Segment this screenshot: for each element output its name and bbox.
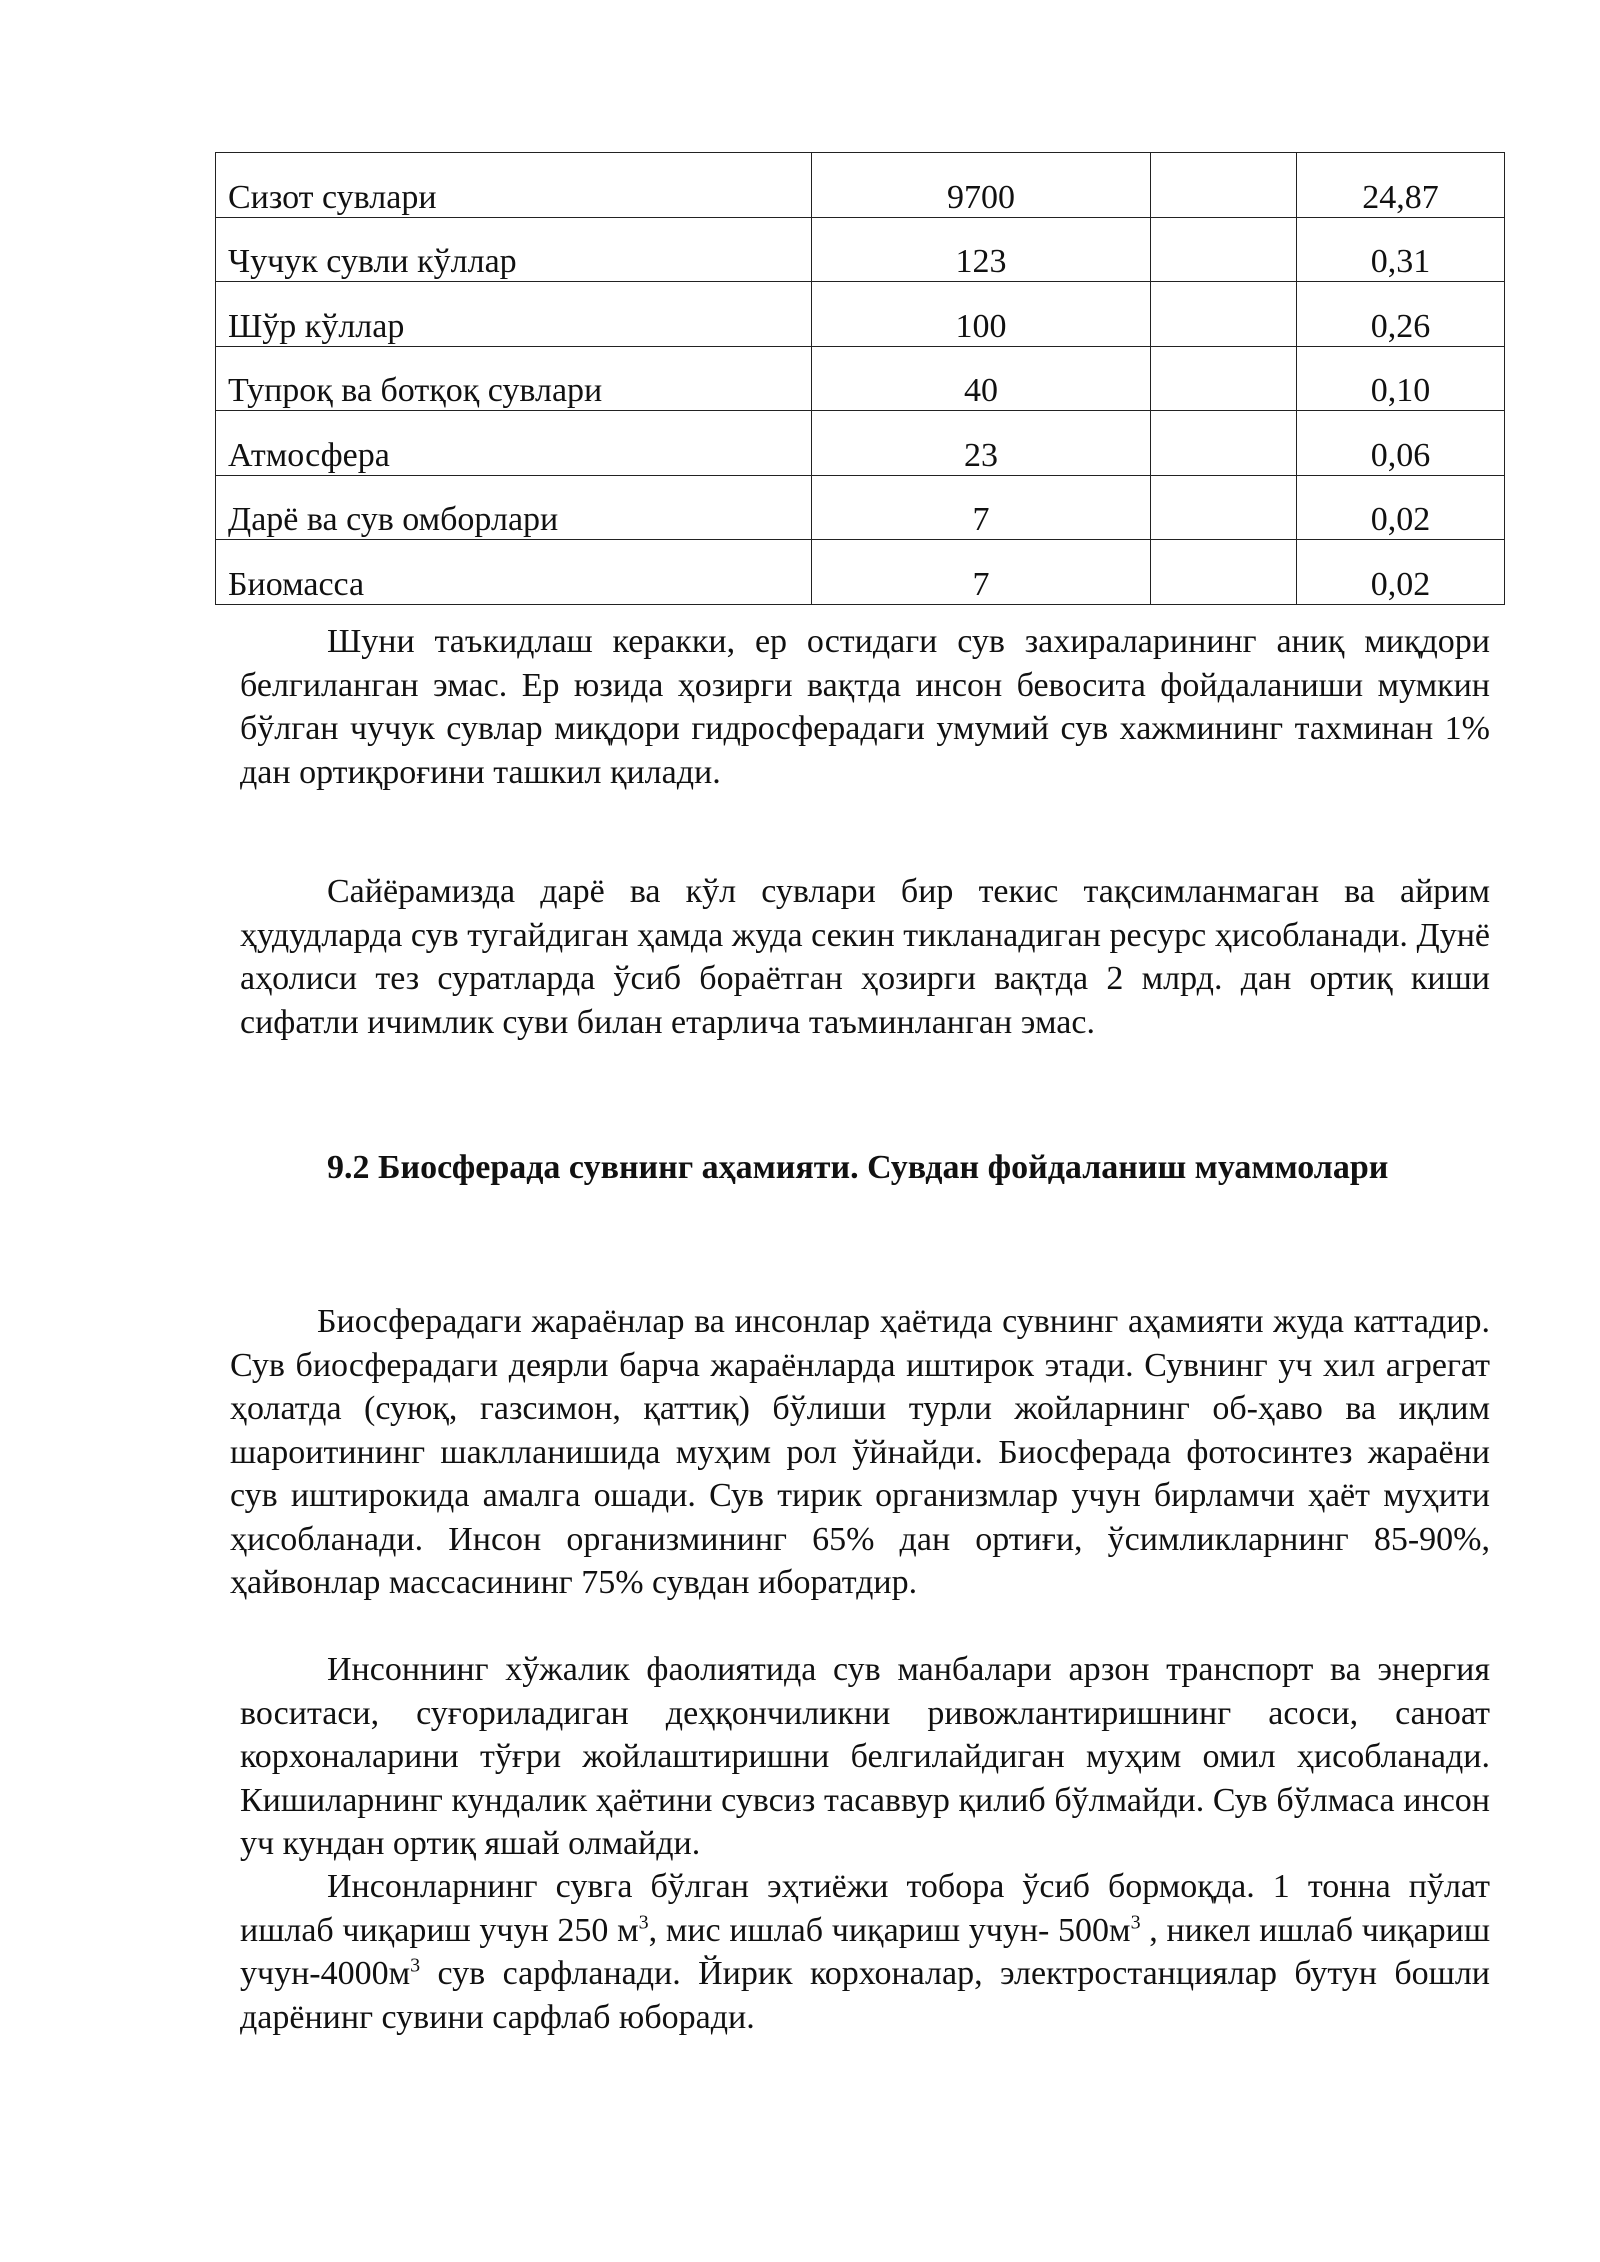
table-cell-empty [1151, 475, 1297, 540]
table-cell-value: 7 [812, 475, 1151, 540]
paragraph-distribution [240, 870, 1490, 1044]
table-cell-name: Чучук сувли кўллар [216, 217, 812, 282]
superscript: 3 [410, 1954, 421, 1977]
text-run: , никел ишлаб чиқариш учун-4000м [240, 1911, 1491, 1992]
table-cell-value: 123 [812, 217, 1151, 282]
table-cell-percent: 0,26 [1297, 282, 1505, 347]
table-row [216, 475, 1505, 540]
table-cell-percent: 0,06 [1297, 411, 1505, 476]
table-cell-name: Сизот сувлари [216, 153, 812, 218]
table-row [216, 153, 1505, 218]
table-cell-percent: 24,87 [1297, 153, 1505, 218]
table-cell-percent: 0,10 [1297, 346, 1505, 411]
table-cell-name: Тупроқ ва ботқоқ сувлари [216, 346, 812, 411]
table-cell-percent: 0,02 [1297, 540, 1505, 605]
table-cell-value: 9700 [812, 153, 1151, 218]
paragraph-text: Сайёрамизда дарё ва кўл сувлари бир текис тақсимланмаган ва айрим ҳудудларда сув тугайдиган ҳамда жуда секин тикланадиган ресурс ҳисобланади. Дунё аҳолиси тез суратларда ўсиб бораётган ҳозирги вақтда 2 млрд. дан ортиқ киши сифатли ичимлик суви билан етарлича таъминланган эмас. [240, 873, 1490, 1041]
paragraph-economy [240, 1648, 1490, 1866]
text-run: сув сарфланади. Йирик корхоналар, электростанциялар бутун бошли дарёнинг сувини сарфлаб юборади. [240, 1955, 1490, 2036]
table-cell-name: Дарё ва сув омборлари [216, 475, 812, 540]
table-cell-value: 23 [812, 411, 1151, 476]
table-cell-empty [1151, 217, 1297, 282]
table-cell-percent: 0,02 [1297, 475, 1505, 540]
table-row [216, 282, 1505, 347]
table-cell-value: 40 [812, 346, 1151, 411]
paragraph-groundwater [240, 620, 1490, 794]
table-cell-name: Шўр кўллар [216, 282, 812, 347]
paragraph-text: Шуни таъкидлаш керакки, ер остидаги сув захираларининг аниқ миқдори белгиланган эмас. Ер юзида ҳозирги вақтда инсон бевосита фойдаланиши мумкин бўлган чучук сувлар миқдори гидросферадаги умумий сув хажмининг тахминан 1% дан ортиқроғини ташкил қилади. [240, 623, 1490, 791]
table-cell-value: 100 [812, 282, 1151, 347]
section-heading: 9.2 Биосферада сувнинг аҳамияти. Сувдан фойдаланиш муаммолари [327, 1149, 1389, 1186]
paragraph-text: Инсоннинг хўжалик фаолиятида сув манбалари арзон транспорт ва энергия воситаси, суғориладиган деҳқончиликни ривожлантиришнинг асоси, саноат корхоналарини тўғри жойлаштиришни белгилайдиган муҳим омил ҳисобланади. Кишиларнинг кундалик ҳаётини сувсиз тасаввур қилиб бўлмайди. Сув бўлмаса инсон уч кундан ортиқ яшай олмайди. [240, 1651, 1490, 1862]
paragraph-consumption [240, 1865, 1490, 2039]
water-resources-table [215, 152, 1505, 605]
table-cell-empty [1151, 346, 1297, 411]
superscript: 3 [1130, 1911, 1141, 1934]
table-row [216, 346, 1505, 411]
table-row [216, 540, 1505, 605]
table-cell-value: 7 [812, 540, 1151, 605]
table-cell-empty [1151, 540, 1297, 605]
paragraph-text [240, 1865, 1490, 2039]
table-cell-empty [1151, 153, 1297, 218]
superscript: 3 [638, 1911, 649, 1934]
table-cell-empty [1151, 282, 1297, 347]
paragraph-text: Биосферадаги жараёнлар ва инсонлар ҳаётида сувнинг аҳамияти жуда каттадир. Сув биосферадаги деярли барча жараёнларда иштирок этади. Сувнинг уч хил агрегат ҳолатда (суюқ, газсимон, қаттиқ) бўлиши турли жойларнинг об-ҳаво ва иқлим шароитининг шаклланишида муҳим рол ўйнайди. Биосферада фотосинтез жараёни сув иштирокида амалга ошади. Сув тирик организмлар учун бирламчи ҳаёт муҳити ҳисобланади. Инсон организмининг 65% дан ортиғи, ўсимликларнинг 85-90%, ҳайвонлар массасининг 75% сувдан иборатдир. [230, 1303, 1490, 1601]
text-run: , мис ишлаб чиқариш учун- 500м [648, 1911, 1131, 1949]
table-row [216, 411, 1505, 476]
table-cell-empty [1151, 411, 1297, 476]
table-row [216, 217, 1505, 282]
table-cell-percent: 0,31 [1297, 217, 1505, 282]
table-cell-name: Биомасса [216, 540, 812, 605]
paragraph-biosphere [230, 1300, 1490, 1605]
text-run: Инсонларнинг сувга бўлган эҳтиёжи тобора ўсиб бормоқда. 1 тонна пўлат ишлаб чиқариш учун 250 м [240, 1868, 1490, 1949]
table-cell-name: Атмосфера [216, 411, 812, 476]
